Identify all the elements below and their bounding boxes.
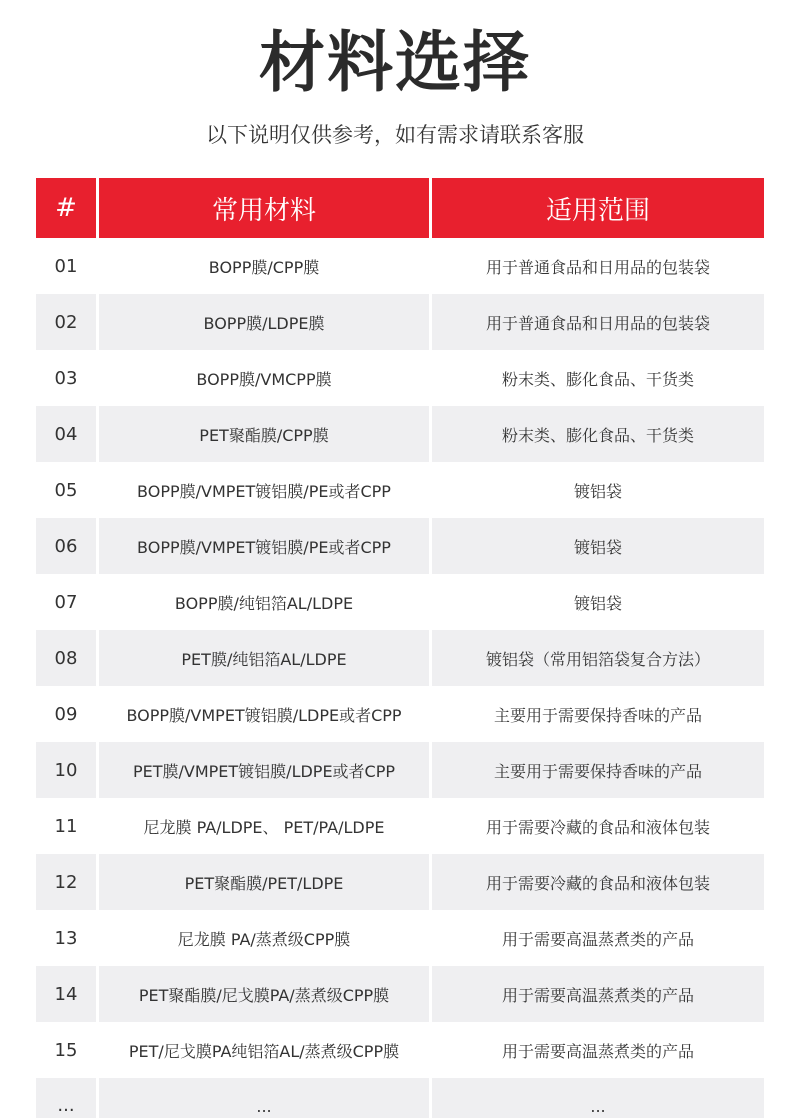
row-material: PET聚酯膜/PET/LDPE <box>99 854 429 910</box>
row-material: BOPP膜/VMPET镀铝膜/PE或者CPP <box>99 518 429 574</box>
row-usage: 主要用于需要保持香味的产品 <box>432 742 764 798</box>
row-number: 05 <box>36 462 96 518</box>
table-row <box>36 518 764 574</box>
header-material: 常用材料 <box>99 178 429 238</box>
row-usage: ... <box>432 1078 764 1118</box>
table-row <box>36 1078 764 1118</box>
row-number: 11 <box>36 798 96 854</box>
table-row <box>36 462 764 518</box>
row-material: 尼龙膜 PA/LDPE、 PET/PA/LDPE <box>99 798 429 854</box>
row-number: 02 <box>36 294 96 350</box>
row-usage: 镀铝袋 <box>432 574 764 630</box>
row-number: 10 <box>36 742 96 798</box>
table-row <box>36 406 764 462</box>
row-usage: 主要用于需要保持香味的产品 <box>432 686 764 742</box>
table-row <box>36 294 764 350</box>
row-material: ... <box>99 1078 429 1118</box>
row-material: 尼龙膜 PA/蒸煮级CPP膜 <box>99 910 429 966</box>
row-material: BOPP膜/VMCPP膜 <box>99 350 429 406</box>
row-material: BOPP膜/纯铝箔AL/LDPE <box>99 574 429 630</box>
table-row <box>36 350 764 406</box>
table-row <box>36 910 764 966</box>
row-material: BOPP膜/VMPET镀铝膜/PE或者CPP <box>99 462 429 518</box>
row-usage: 用于需要高温蒸煮类的产品 <box>432 910 764 966</box>
row-usage: 用于需要冷藏的食品和液体包装 <box>432 798 764 854</box>
table-row <box>36 686 764 742</box>
table-row <box>36 1022 764 1078</box>
row-number: 13 <box>36 910 96 966</box>
page-title: 材料选择 <box>259 24 531 101</box>
row-usage: 用于需要冷藏的食品和液体包装 <box>432 854 764 910</box>
row-usage: 粉末类、膨化食品、干货类 <box>432 350 764 406</box>
row-usage: 用于需要高温蒸煮类的产品 <box>432 966 764 1022</box>
row-number: 15 <box>36 1022 96 1078</box>
row-number: ... <box>36 1078 96 1118</box>
header-number: # <box>36 178 96 238</box>
row-material: BOPP膜/CPP膜 <box>99 238 429 294</box>
table-row <box>36 238 764 294</box>
row-number: 04 <box>36 406 96 462</box>
row-number: 03 <box>36 350 96 406</box>
table-row <box>36 966 764 1022</box>
row-usage: 用于需要高温蒸煮类的产品 <box>432 1022 764 1078</box>
page-subtitle: 以下说明仅供参考，如有需求请联系客服 <box>206 123 584 147</box>
materials-table <box>36 178 764 1118</box>
row-material: BOPP膜/VMPET镀铝膜/LDPE或者CPP <box>99 686 429 742</box>
row-material: PET膜/纯铝箔AL/LDPE <box>99 630 429 686</box>
row-material: PET/尼戈膜PA纯铝箔AL/蒸煮级CPP膜 <box>99 1022 429 1078</box>
row-number: 01 <box>36 238 96 294</box>
row-usage: 镀铝袋 <box>432 462 764 518</box>
table-header-row <box>36 178 764 238</box>
table-row <box>36 574 764 630</box>
row-number: 14 <box>36 966 96 1022</box>
row-number: 07 <box>36 574 96 630</box>
table-body <box>36 238 764 1118</box>
row-number: 08 <box>36 630 96 686</box>
row-material: PET聚酯膜/尼戈膜PA/蒸煮级CPP膜 <box>99 966 429 1022</box>
table-row <box>36 798 764 854</box>
row-material: BOPP膜/LDPE膜 <box>99 294 429 350</box>
row-material: PET聚酯膜/CPP膜 <box>99 406 429 462</box>
row-usage: 镀铝袋（常用铝箔袋复合方法） <box>432 630 764 686</box>
header-usage: 适用范围 <box>432 178 764 238</box>
row-number: 12 <box>36 854 96 910</box>
row-usage: 用于普通食品和日用品的包装袋 <box>432 238 764 294</box>
row-usage: 镀铝袋 <box>432 518 764 574</box>
table-row <box>36 854 764 910</box>
table-row <box>36 630 764 686</box>
row-usage: 粉末类、膨化食品、干货类 <box>432 406 764 462</box>
table-row <box>36 742 764 798</box>
row-number: 09 <box>36 686 96 742</box>
row-material: PET膜/VMPET镀铝膜/LDPE或者CPP <box>99 742 429 798</box>
row-usage: 用于普通食品和日用品的包装袋 <box>432 294 764 350</box>
row-number: 06 <box>36 518 96 574</box>
